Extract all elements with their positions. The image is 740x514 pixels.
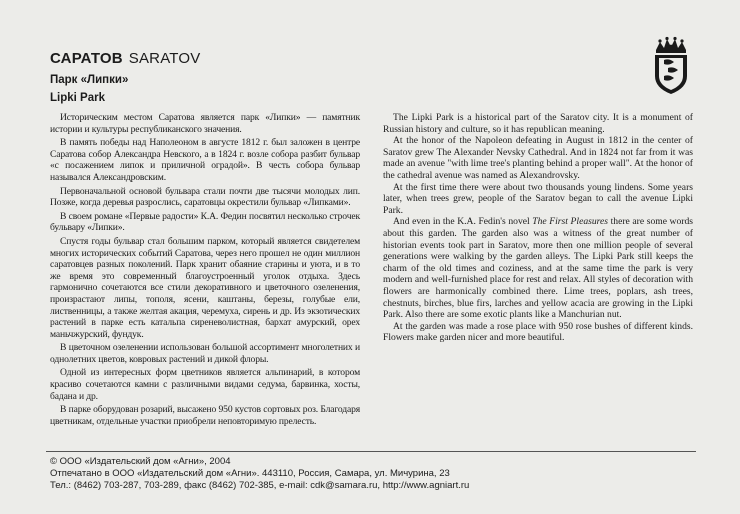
english-paragraph (383, 216, 693, 320)
saratov-coat-of-arms-icon (650, 36, 692, 96)
title-english: SARATOV (128, 50, 201, 67)
english-paragraph: At the honor of the Napoleon defeating in August in 1812 in the center of Saratov grew The Alexander Nevsky Cathedral. And in 1824 not far from it was made an avenue "with lime tree's planting behind a proper wall". At the honor of the cathedral avenue was named as Alexandrovsky. (383, 135, 693, 181)
page-title (50, 50, 200, 67)
russian-paragraph: В память победы над Наполеоном в августе 1812 г. был заложен в центре Саратова собор Александра Невского, а в 1824 г. возле собора разбит бульвар «с посажением липок и приличной оградой». В честь собора бульвар назывался Александровским. (50, 137, 360, 183)
subtitle-russian: Парк «Липки» (50, 74, 129, 86)
english-text: there are some words about this garden. The garden also was a witness of the great number of historian events took part in Saratov, more then one million people of several generations were walking by the garden alleys. The Lipki Park still keeps the charm of the old times and coziness, and at the same time the park is very modern and well-furnished place for rest and relax. All styles of decoration with flowers are harmonically combined there. Lime trees, poplars, ash trees, chestnuts, birches, blue firs, larches and yellow acacia are growing in the Lipki Park. Also there are some exotic plants like a Manchurian nut. (383, 216, 694, 321)
english-paragraph: At the first time there were about two thousands young lindens. Some years later, when trees grew, people of the Saratov began to call the avenue Lipki Park. (383, 181, 693, 216)
russian-paragraph: В своем романе «Первые радости» К.А. Федин посвятил несколько строчек бульвару «Липки». (50, 210, 360, 234)
footer-divider (46, 451, 696, 452)
russian-paragraph: Одной из интересных форм цветников является альпинарий, в котором красиво сочетаются камни с различными видами седума, барвинка, хосты, бадана и др. (50, 367, 360, 402)
novel-title: The First Pleasures (532, 216, 609, 228)
printer-contacts: Тел.: (8462) 703-287, 703-289, факс (8462) 702-385, e-mail: cdk@samara.ru, http://www.agniart.ru (50, 480, 470, 491)
russian-paragraph: В парке оборудован розарий, высажено 950 кустов сортовых роз. Благодаря цветникам, отдельные участки приобрели неповторимую прелесть. (50, 404, 360, 427)
subtitle-english: Lipki Park (50, 92, 105, 104)
russian-text-column (50, 112, 360, 429)
printer-address: Отпечатано в ООО «Издательский дом «Агни». 443110, Россия, Самара, ул. Мичурина, 23 (50, 468, 450, 479)
english-text-column (383, 112, 693, 344)
russian-paragraph: Первоначальной основой бульвара стали почти две тысячи молодых лип. Позже, когда деревья разрослись, саратовцы окрестили бульвар «Липками». (50, 185, 360, 209)
english-paragraph: At the garden was made a rose place with 950 rose bushes of different kinds. Flowers make garden nicer and more beautiful. (383, 320, 693, 344)
russian-paragraph: Историческим местом Саратова является парк «Липки» — памятник истории и культуры республиканского значения. (50, 112, 360, 135)
russian-paragraph: Спустя годы бульвар стал большим парком, который является свидетелем многих исторических событий Саратова, через него прошел не один миллион саратовцев разных поколений. Парк хранит обаяние старины и уюта, и в то же время это современный благоустроенный уголок отдыха. Здесь гармонично сочетаются все стили декоративного и цветочного озеленения, произрастают липы, тополя, ясени, каштаны, березы, голубые ели, лиственницы, а также желтая акация, черемуха, сирень и др. Из экзотических растений в парке есть катальпа сиреневолистная, бархат амурский, орех маньчжурский, фундук. (50, 235, 360, 340)
title-russian: САРАТОВ (50, 50, 123, 67)
english-text: And even in the K.A. Fedin's novel (393, 216, 533, 228)
copyright-line: © ООО «Издательский дом «Агни», 2004 (50, 456, 231, 467)
russian-paragraph: В цветочном озеленении использован большой ассортимент многолетних и однолетних цветов, ковровых растений и дикой флоры. (50, 342, 360, 365)
english-paragraph: The Lipki Park is a historical part of the Saratov city. It is a monument of Russian history and culture, so it has republican meaning. (383, 112, 693, 135)
